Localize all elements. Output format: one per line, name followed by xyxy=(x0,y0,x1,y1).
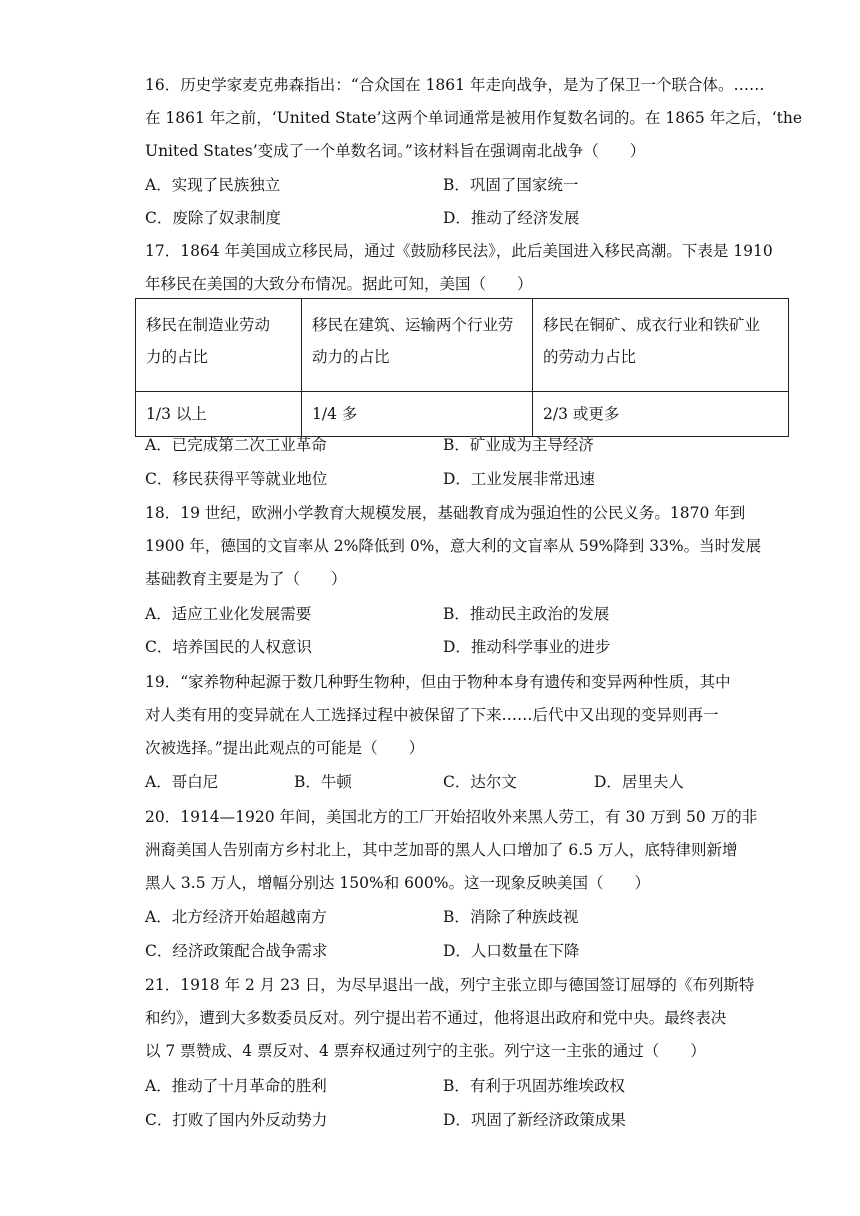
header-text: 的劳动力占比 xyxy=(543,348,637,366)
question-20-option-b[interactable]: B．消除了种族歧视 xyxy=(443,908,579,926)
question-19-option-c[interactable]: C．达尔文 xyxy=(443,773,517,791)
header-text: 移民在铜矿、成衣行业和铁矿业 xyxy=(543,316,761,334)
question-19-line-1: 19．“家养物种起源于数几种野生物种，但由于物种本身有遗传和变异两种性质，其中 xyxy=(145,673,731,691)
question-21-option-b[interactable]: B．有利于巩固苏维埃政权 xyxy=(443,1077,625,1095)
question-18-option-a[interactable]: A．适应工业化发展需要 xyxy=(145,605,312,623)
question-18-option-c[interactable]: C．培养国民的人权意识 xyxy=(145,638,312,656)
header-text: 移民在制造业劳动 xyxy=(146,316,271,334)
question-17-option-b[interactable]: B．矿业成为主导经济 xyxy=(443,436,594,454)
table-header-construction-transport xyxy=(302,299,533,392)
question-19-option-d[interactable]: D．居里夫人 xyxy=(594,773,684,791)
question-16-line-1: 16．历史学家麦克弗森指出：“合众国在 1861 年走向战争，是为了保卫一个联合体。…… xyxy=(145,76,765,94)
table-header-manufacturing xyxy=(136,299,302,392)
question-20-line-1: 20．1914—1920 年间，美国北方的工厂开始招收外来黑人劳工，有 30 万到 50 万的非 xyxy=(145,808,758,826)
header-text: 移民在建筑、运输两个行业劳 xyxy=(312,316,514,334)
question-21-option-a[interactable]: A．推动了十月革命的胜利 xyxy=(145,1077,327,1095)
question-19-line-3: 次被选择。”提出此观点的可能是（ ） xyxy=(145,739,425,757)
question-19-option-a[interactable]: A．哥白尼 xyxy=(145,773,219,791)
question-19-option-b[interactable]: B．牛顿 xyxy=(294,773,352,791)
table-cell: 1/3 以上 xyxy=(136,392,302,437)
question-21-line-3: 以 7 票赞成、4 票反对、4 票弃权通过列宁的主张。列宁这一主张的通过（ ） xyxy=(145,1042,706,1060)
question-16-option-d[interactable]: D．推动了经济发展 xyxy=(443,209,580,227)
question-20-line-2: 洲裔美国人告别南方乡村北上，其中芝加哥的黑人人口增加了 6.5 万人，底特律则新增 xyxy=(145,841,738,859)
question-18-line-1: 18．19 世纪，欧洲小学教育大规模发展，基础教育成为强迫性的公民义务。1870 年到 xyxy=(145,504,746,522)
question-17-option-d[interactable]: D．工业发展非常迅速 xyxy=(443,470,595,488)
question-18-line-2: 1900 年，德国的文盲率从 2%降低到 0%，意大利的文盲率从 59%降到 33%。当时发展 xyxy=(145,537,762,555)
header-text: 力的占比 xyxy=(146,348,209,366)
question-21-option-c[interactable]: C．打败了国内外反动势力 xyxy=(145,1111,328,1129)
question-18-line-3: 基础教育主要是为了（ ） xyxy=(145,570,347,588)
question-21-option-d[interactable]: D．巩固了新经济政策成果 xyxy=(443,1111,626,1129)
table-cell: 2/3 或更多 xyxy=(533,392,789,437)
question-17-option-a[interactable]: A．已完成第二次工业革命 xyxy=(145,436,327,454)
question-17-line-1: 17．1864 年美国成立移民局，通过《鼓励移民法》，此后美国进入移民高潮。下表是 1910 xyxy=(145,242,773,260)
question-19-line-2: 对人类有用的变异就在人工选择过程中被保留了下来……后代中又出现的变异则再一 xyxy=(145,706,719,724)
table-cell: 1/4 多 xyxy=(302,392,533,437)
question-20-option-c[interactable]: C．经济政策配合战争需求 xyxy=(145,942,328,960)
question-17-line-2: 年移民在美国的大致分布情况。据此可知，美国（ ） xyxy=(145,275,533,293)
header-text: 动力的占比 xyxy=(312,348,390,366)
immigration-table xyxy=(135,298,789,437)
table-header-mining-clothing xyxy=(533,299,789,392)
question-16-option-b[interactable]: B．巩固了国家统一 xyxy=(443,176,579,194)
question-17-option-c[interactable]: C．移民获得平等就业地位 xyxy=(145,470,328,488)
question-18-option-d[interactable]: D．推动科学事业的进步 xyxy=(443,638,611,656)
question-16-option-c[interactable]: C．废除了奴隶制度 xyxy=(145,209,281,227)
question-20-option-d[interactable]: D．人口数量在下降 xyxy=(443,942,580,960)
question-16-line-2: 在 1861 年之前，‘United State’这两个单词通常是被用作复数名词的。在 1865 年之后，‘the xyxy=(145,109,803,127)
question-18-option-b[interactable]: B．推动民主政治的发展 xyxy=(443,605,610,623)
question-16-line-3: United States’变成了一个单数名词。”该材料旨在强调南北战争（ ） xyxy=(145,142,646,160)
question-20-line-3: 黑人 3.5 万人，增幅分别达 150%和 600%。这一现象反映美国（ ） xyxy=(145,874,650,892)
question-21-line-1: 21．1918 年 2 月 23 日，为尽早退出一战，列宁主张立即与德国签订屈辱的《布列斯特 xyxy=(145,976,755,994)
question-16-option-a[interactable]: A．实现了民族独立 xyxy=(145,176,281,194)
question-20-option-a[interactable]: A．北方经济开始超越南方 xyxy=(145,908,327,926)
question-21-line-2: 和约》，遭到大多数委员反对。列宁提出若不通过，他将退出政府和党中央。最终表决 xyxy=(145,1009,727,1027)
